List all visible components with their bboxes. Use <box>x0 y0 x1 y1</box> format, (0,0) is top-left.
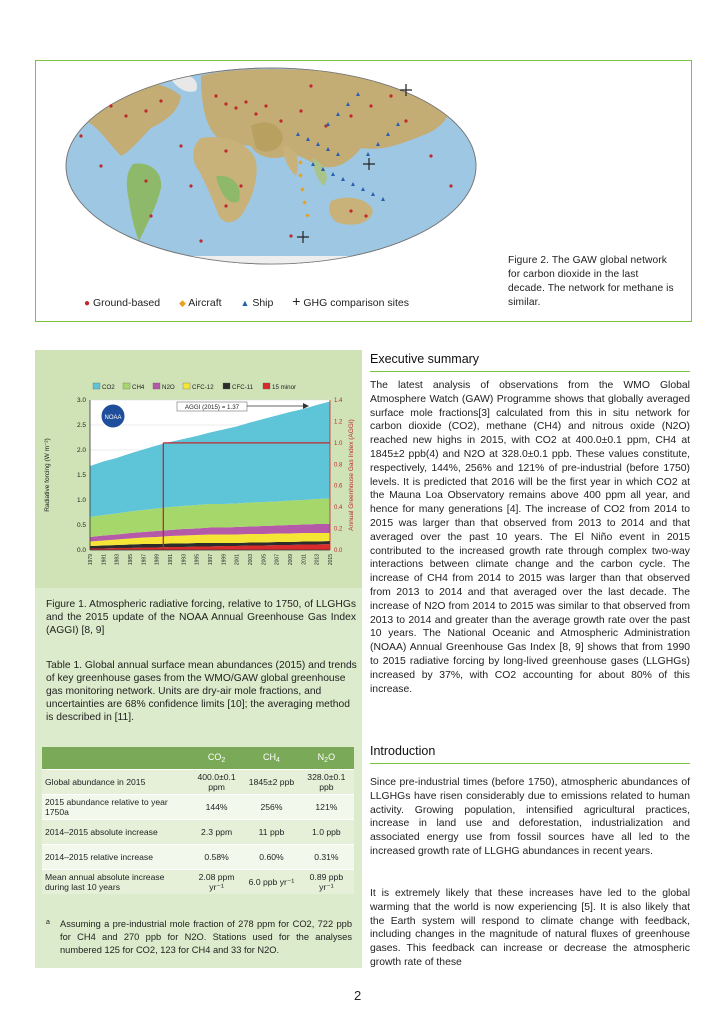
ch4-value: 256% <box>244 795 299 820</box>
gaw-network-map <box>51 66 491 291</box>
legend-swatch-cfc-12 <box>183 383 190 389</box>
noaa-logo <box>101 404 125 428</box>
x-tick-label: 2001 <box>234 554 241 566</box>
legend-label: CO2 <box>102 384 115 391</box>
legend-ground-based <box>84 297 160 309</box>
y2-tick-label: 0.2 <box>334 526 343 533</box>
ch4-value: 1845±2 ppb <box>244 770 299 795</box>
legend-swatch-n2o <box>153 383 160 389</box>
y2-tick-label: 0.6 <box>334 483 343 490</box>
y-tick-label: 1.5 <box>76 472 86 479</box>
x-tick-label: 1989 <box>154 554 161 566</box>
x-tick-label: 1995 <box>194 554 201 566</box>
chart-legend <box>93 383 296 391</box>
y2-tick-label: 0.0 <box>334 548 343 554</box>
x-tick-label: 2015 <box>328 554 334 566</box>
legend-swatch-cfc-11 <box>223 383 230 389</box>
legend-label: CFC-11 <box>232 384 254 391</box>
legend-label: N2O <box>162 384 175 391</box>
table-header-co2: $CO_2$ <box>189 747 244 770</box>
radiative-forcing-chart <box>35 350 362 588</box>
n2o-value: 0.31% <box>299 845 354 870</box>
table-header-n2o: $N_2O$ <box>299 747 354 770</box>
ch4-value: 0.60% <box>244 845 299 870</box>
dot-icon: ● <box>84 298 91 309</box>
page-number: 2 <box>354 988 362 1003</box>
legend-swatch-co2 <box>93 383 100 389</box>
legend-ground-based-label: Ground-based <box>92 297 161 309</box>
x-tick-label: 2013 <box>314 554 321 566</box>
co2-value: 2.08 ppm yr⁻¹ <box>189 870 244 895</box>
ch4-value: 6.0 ppb yr⁻¹ <box>244 870 299 895</box>
y2-tick-label: 1.4 <box>334 398 343 404</box>
row-label: Global abundance in 2015 <box>42 770 189 795</box>
table-1-caption: Table 1. Global annual surface mean abundances (2015) and trends of key greenhouse gases from the WMO/GAW global greenhouse gas monitoring network. Units are dry-air mole fractions, and uncertainties are 68% confidence limits [10]; the averaging method is described in [11]. <box>46 660 357 723</box>
x-tick-label: 1999 <box>221 554 228 566</box>
figure-1-panel <box>35 350 362 588</box>
ch4-value: 11 ppb <box>244 820 299 845</box>
table-header-row <box>42 747 354 770</box>
n2o-value: 121% <box>299 795 354 820</box>
cross-icon: + <box>292 293 301 309</box>
noaa-logo-text: NOAA <box>104 415 122 421</box>
legend-ship-label: Ship <box>252 297 274 309</box>
footnote-mark: a <box>46 919 50 926</box>
x-tick-label: 2011 <box>301 554 308 565</box>
legend-ghg-comparison <box>292 293 409 309</box>
figure-2-caption: Figure 2. The GAW global network for carbon dioxide in the last decade. The network for methane is similar. <box>508 255 674 308</box>
x-tick-label: 1979 <box>88 554 94 566</box>
triangle-icon: ▲ <box>240 298 250 308</box>
co2-value: 144% <box>189 795 244 820</box>
n2o-value: 328.0±0.1 ppb <box>299 770 354 795</box>
legend-label: CH4 <box>132 384 145 391</box>
y-tick-label: 1.0 <box>76 497 86 504</box>
y-tick-label: 0.5 <box>76 522 86 529</box>
abundance-table <box>42 747 354 894</box>
y-tick-label: 2.0 <box>76 447 86 454</box>
figure-1-caption: Figure 1. Atmospheric radiative forcing, relative to 1750, of LLGHGs and the 2015 update of the NOAA Annual Greenhouse Gas Index (AGGI) [8, 9] <box>46 599 356 636</box>
heading-rule <box>370 763 690 764</box>
map-legend <box>84 293 425 309</box>
executive-summary-text: The latest analysis of observations from the WMO Global Atmosphere Watch (GAW) Programme shows that globally averaged surface mole fractions[3] calculated from this in situ network for carbon dioxide (CO2), methane (CH4) and nitrous oxide (N2O) reached new highs in 2015, with CO2 at 400.0±0.1 ppm, CH4 at 1845±2 ppb(4) and N2O at 328.0±0.1 ppb. These values constitute, respectively, 144%, 256% and 121% of pre-industrial (before 1750) levels. It is predicted that 2016 will be the first year in which CO2 at the Mauna Loa Observatory remains above 400 ppm all year, and hence for many generations [4]. The increase of CO2 from 2014 to 2015 was larger than that observed from 2013 to 2014 and that averaged over the past 10 years. The El Niño event in 2015 contributed to the increased growth rate through complex two-way interactions between climate change and the carbon cycle. The increase of CH4 from 2014 to 2015 was larger than that observed from 2013 to 2014 and that averaged over the last decade. The increase of N2O from 2014 to 2015 was similar to that observed from 2013 to 2014 and greater than the average growth rate over the past 10 years. The National Oceanic and Atmospheric Administration (NOAA) Annual Greenhouse Gas Index [8, 9] shows that from 1990 to 2015 radiative forcing by long-lived greenhouse gases (LLGHGs) increased by 37%, with CO2 accounting for about 80% of this increase. <box>370 380 690 695</box>
legend-swatch-ch4 <box>123 383 130 389</box>
y2-axis-label: Annual Greenhouse Gas Index (AGGI) <box>348 419 355 531</box>
diamond-icon: ◆ <box>179 298 186 308</box>
x-tick-label: 2005 <box>261 554 268 566</box>
n2o-value: 1.0 ppb <box>299 820 354 845</box>
x-tick-label: 1993 <box>181 554 188 566</box>
co2-value: 2.3 ppm <box>189 820 244 845</box>
x-tick-label: 1997 <box>208 554 214 566</box>
table-header-empty <box>42 747 189 770</box>
x-tick-label: 1991 <box>168 554 174 566</box>
legend-aircraft-label: Aircraft <box>188 297 222 309</box>
row-label: 2014–2015 absolute increase <box>42 820 189 845</box>
x-tick-label: 1981 <box>101 554 108 566</box>
legend-label: 15 minor <box>272 384 297 391</box>
table-row <box>42 770 354 795</box>
x-tick-label: 2007 <box>274 554 281 566</box>
y2-tick-label: 0.8 <box>334 462 343 469</box>
n2o-value: 0.89 ppb yr⁻¹ <box>299 870 354 895</box>
row-label: 2015 abundance relative to year 1750a <box>42 795 189 820</box>
row-label: Mean annual absolute increase during last 10 years <box>42 870 189 895</box>
introduction-paragraph-2: It is extremely likely that these increases have led to the global warming that the world is now experiencing [5]. It is also likely that the Earth system will respond to climate change with feedback, including changes in the magnitude of natural fluxes of greenhouse gases. This feedback can increase or decrease the atmospheric growth rate of these <box>370 888 690 968</box>
table-header-ch4: $CH_4$ <box>244 747 299 770</box>
legend-ship <box>240 297 273 309</box>
row-label: 2014–2015 relative increase <box>42 845 189 870</box>
x-tick-label: 1985 <box>128 554 134 566</box>
co2-value: 400.0±0.1 ppm <box>189 770 244 795</box>
executive-summary-heading: Executive summary <box>370 352 480 366</box>
table-footnote <box>46 918 352 957</box>
co2-value: 0.58% <box>189 845 244 870</box>
figure-2-box <box>35 60 692 322</box>
legend-label: CFC-12 <box>192 384 214 391</box>
legend-swatch-15 minor <box>263 383 270 389</box>
legend-ghg-comparison-label: GHG comparison sites <box>303 297 409 309</box>
heading-rule <box>370 371 690 372</box>
introduction-paragraph-1: Since pre-industrial times (before 1750), atmospheric abundances of LLGHGs have risen considerably due to emissions related to human activity. Growing population, intensified agricultural practices, increase in land use and deforestation, industrialization and associated energy use from fossil sources have all led to the increased growth rate of LLGHG abundances in recent years. <box>370 777 690 857</box>
footnote-text: Assuming a pre-industrial mole fraction of 278 ppm for CO2, 722 ppb for CH4 and 270 ppb for N2O. Stations used for the analyses numbered 125 for CO2, 123 for CH4 and 33 for N2O. <box>60 919 352 955</box>
y2-tick-label: 1.2 <box>334 419 343 426</box>
y2-tick-label: 0.4 <box>334 505 343 512</box>
y-tick-label: 2.5 <box>76 422 86 429</box>
x-tick-label: 2009 <box>288 554 294 566</box>
table-row <box>42 845 354 870</box>
y-axis-label: Radiative forcing (W m⁻²) <box>44 438 51 512</box>
legend-aircraft <box>179 297 222 309</box>
aggi-annotation-text: AGGI (2015) = 1.37 <box>184 404 240 411</box>
introduction-heading: Introduction <box>370 744 436 758</box>
x-tick-label: 1983 <box>114 554 121 566</box>
y2-tick-label: 1.0 <box>334 440 343 447</box>
table-row <box>42 870 354 895</box>
y-tick-label: 0.0 <box>76 547 86 554</box>
table-row <box>42 820 354 845</box>
table-row <box>42 795 354 820</box>
x-tick-label: 1987 <box>141 554 148 566</box>
y-tick-label: 3.0 <box>76 397 86 404</box>
x-tick-label: 2003 <box>248 554 254 566</box>
